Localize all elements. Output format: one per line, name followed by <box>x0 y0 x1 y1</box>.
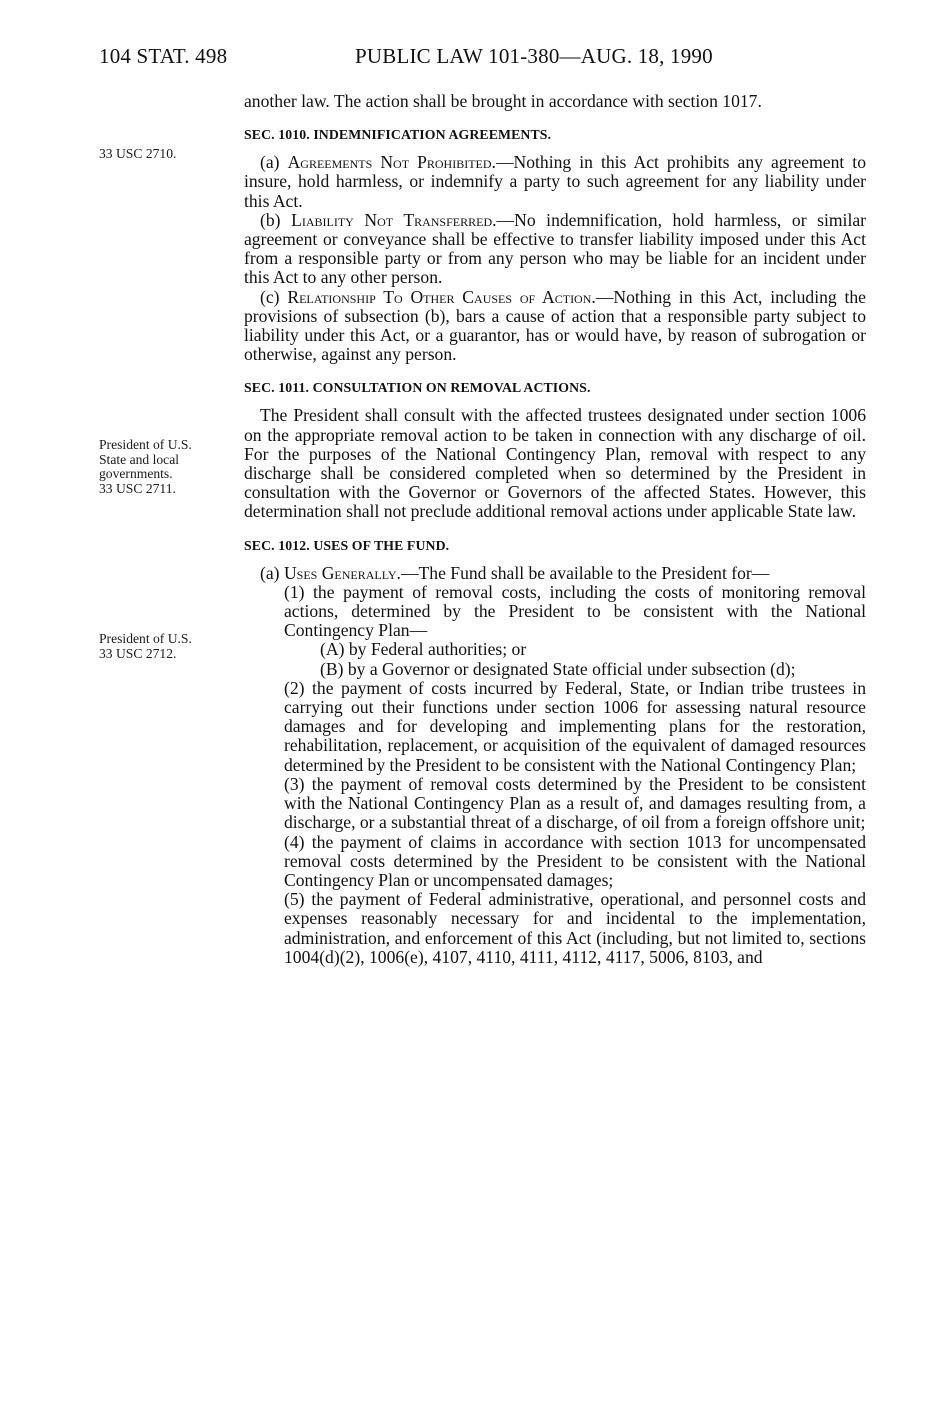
margin-note-sec1011 <box>99 438 239 496</box>
subsection-title: Liability Not Transferred. <box>291 209 497 230</box>
subparagraph-1012-a-1-A: (A) by Federal authorities; or <box>320 639 527 660</box>
subparagraph-1012-a-1-B: (B) by a Governor or designated State official under subsection (d); <box>320 658 796 679</box>
section-heading-1010: SEC. 1010. INDEMNIFICATION AGREEMENTS. <box>244 127 552 143</box>
margin-note-line: 33 USC 2710. <box>99 146 177 161</box>
paragraph-1012-a-3: (3) the payment of removal costs determined by the President to be consistent with the National Contingency Plan as a result of, and damages resulting from, a discharge, or a substantial threat of a discharge, of oil from a foreign offshore unit; <box>284 773 866 833</box>
continuation-paragraph: another law. The action shall be brought in accordance with section 1017. <box>244 91 762 111</box>
subsection-label: (a) <box>260 562 284 583</box>
law-title: PUBLIC LAW 101-380—AUG. 18, 1990 <box>355 44 713 68</box>
subsection-label: (b) <box>260 209 292 230</box>
paragraph-1012-a-1: (1) the payment of removal costs, including the costs of monitoring removal actions, determined by the President to be consistent with the National Contingency Plan— <box>284 581 866 641</box>
margin-note-sec1010 <box>99 147 239 162</box>
subsection-title: Uses Generally. <box>283 562 401 583</box>
section-heading-1012: SEC. 1012. USES OF THE FUND. <box>244 537 450 553</box>
margin-note-line: 33 USC 2712. <box>99 645 177 661</box>
running-head <box>99 44 869 74</box>
page-citation: 104 STAT. 498 <box>99 44 228 68</box>
margin-note-sec1012 <box>99 632 239 661</box>
subsection-1010-c <box>244 288 866 365</box>
subsection-text: —The Fund shall be available to the President for— <box>400 562 770 583</box>
subsection-1010-a <box>244 153 866 211</box>
subsection-label: (c) <box>260 286 288 307</box>
margin-note-line: governments. <box>99 466 173 482</box>
paragraph-1012-a-2: (2) the payment of costs incurred by Federal, State, or Indian tribe trustees in carrying out their functions under section 1006 for assessing natural resource damages and for developing and implementing plans for the restoration, rehabilitation, replacement, or acquisition of the equivalent of damaged resources determined by the President to be consistent with the National Contingency Plan; <box>284 677 866 775</box>
subsection-title: Relationship To Other Causes of Action. <box>287 286 596 307</box>
subsection-text: —No indemnification, hold harmless, or similar agreement or conveyance shall be effective to transfer liability imposed under this Act from a responsible party or from any person who may be liable for an incident under this Act to any other person. <box>244 209 866 288</box>
paragraph-1012-a-5: (5) the payment of Federal administrative, operational, and personnel costs and expenses reasonably necessary for and incidental to the implementation, administration, and enforcement of this Act (including, but not limited to, sections 1004(d)(2), 1006(e), 4107, 4110, 4111, 4112, 4117, 5006, 8103, and <box>284 889 866 967</box>
subsection-text: —Nothing in this Act prohibits any agreement to insure, hold harmless, or indemnify a party to such agreement for any liability under this Act. <box>244 152 866 211</box>
paragraph-1012-a-4: (4) the payment of claims in accordance with section 1013 for uncompensated removal costs determined by the President to be consistent with the National Contingency Plan or uncompensated damages; <box>284 831 866 890</box>
subsection-title: Agreements Not Prohibited. <box>287 152 496 173</box>
margin-note-line: 33 USC 2711. <box>99 480 176 496</box>
margin-note-line: President of U.S. <box>99 631 192 646</box>
section-1011-text: The President shall consult with the affected trustees designated under section 1006 on the appropriate removal action to be taken in connection with any discharge of oil. For the purposes of the National Contingency Plan, removal with respect to any discharge shall be considered completed when so determined by the President in consultation with the Governor or Governors of the affected States. However, this determination shall not preclude additional removal actions under applicable State law. <box>244 405 866 522</box>
subsection-text: —Nothing in this Act, including the provisions of subsection (b), bars a cause of action that a responsible party subject to liability under this Act, or a guarantor, has or would have, by reason of subrogation or otherwise, against any person. <box>244 286 866 365</box>
subsection-1012-a <box>244 564 866 583</box>
subsection-1010-b <box>244 211 866 288</box>
margin-note-line: State and local <box>99 451 180 467</box>
margin-note-line: President of U.S. <box>99 437 192 452</box>
subsection-label: (a) <box>260 152 288 173</box>
section-heading-1011: SEC. 1011. CONSULTATION ON REMOVAL ACTIONS. <box>244 380 591 396</box>
statute-body <box>244 92 866 967</box>
